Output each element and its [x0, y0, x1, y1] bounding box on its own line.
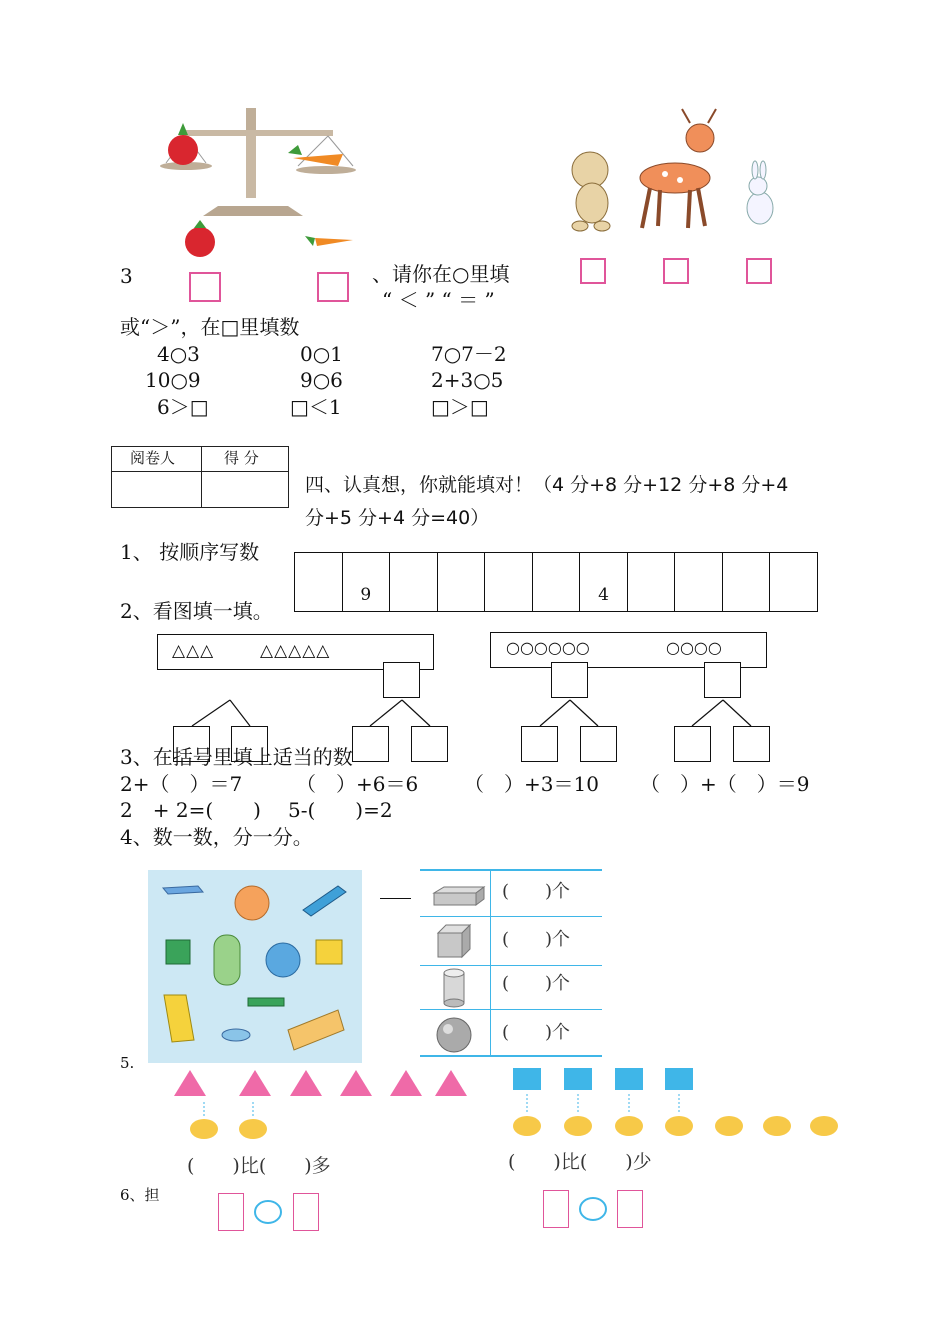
q3-label: 3、在括号里填上适当的数: [120, 745, 353, 769]
q3-equation: 2 + 2=( ): [120, 798, 261, 822]
comparison-item: 4○3: [157, 342, 200, 366]
cube-icon: [436, 923, 476, 963]
triangle-group-right: △△△△△: [260, 641, 331, 661]
comparison-item: 7○7－2: [431, 342, 507, 366]
compare-circle-icon[interactable]: [578, 1196, 608, 1222]
q3-equation: （ ）+3＝10: [464, 772, 599, 796]
q3-equation: （ ）+6＝6: [296, 772, 419, 796]
q1-label: 1、 按顺序写数: [120, 540, 260, 564]
squares-vs-circles-picture: [505, 1066, 845, 1146]
number-bond-box[interactable]: [674, 726, 711, 762]
compare-more-text: ( )比( )多: [187, 1155, 331, 1177]
section3-number: 3: [120, 264, 133, 288]
triangle-group-left: △△△: [172, 641, 215, 661]
comparison-item: □＜1: [290, 395, 342, 419]
number-bond-box[interactable]: [580, 726, 617, 762]
sphere-icon: [436, 1015, 476, 1055]
q6-label: 6、担: [120, 1186, 160, 1204]
number-bond-box[interactable]: [411, 726, 448, 762]
number-bond-box[interactable]: [704, 662, 741, 698]
q3-equation: 5-( )=2: [288, 798, 393, 822]
number-bond-box[interactable]: [383, 662, 420, 698]
q3-equation: 2+（ ）＝7: [120, 772, 243, 796]
circle-group-left: ○○○○○○: [506, 638, 590, 657]
section3-quotes: “ ＜ ” “ ＝ ”: [382, 288, 495, 312]
answer-box[interactable]: [543, 1190, 569, 1228]
q4-label: 4、数一数，分一分。: [120, 825, 313, 849]
section4-title-line1: 四、认真想，你就能填对！（4 分+8 分+12 分+8 分+4: [305, 474, 789, 496]
sequence-cell[interactable]: 4: [580, 553, 628, 611]
answer-box[interactable]: [617, 1190, 643, 1228]
section4-title-line2: 分+5 分+4 分=40）: [305, 507, 490, 529]
q2-label: 2、看图填一填。: [120, 599, 273, 623]
sequence-cell[interactable]: 9: [343, 553, 391, 611]
shape-count-text[interactable]: ( )个: [502, 929, 571, 950]
score-table-reviewer: 阅卷人: [130, 449, 176, 467]
section3-instruction-line1: 、请你在○里填: [372, 262, 510, 286]
comparison-item: 0○1: [300, 342, 343, 366]
shape-count-text[interactable]: ( )个: [502, 1022, 571, 1043]
shape-count-text[interactable]: ( )个: [502, 881, 571, 902]
comparison-item: 2+3○5: [431, 368, 504, 392]
number-bond-box[interactable]: [521, 726, 558, 762]
compare-circle-icon[interactable]: [253, 1199, 283, 1225]
comparison-item: 10○9: [145, 368, 201, 392]
cuboid-icon: [432, 883, 492, 913]
score-table-score: 得 分: [224, 449, 259, 467]
section3-instruction-line2: 或“＞”，在□里填数: [120, 315, 300, 339]
answer-box[interactable]: [218, 1193, 244, 1231]
connector-line: [380, 898, 411, 899]
compare-less-text: ( )比( )少: [508, 1151, 652, 1173]
comparison-item: □＞□: [431, 395, 489, 419]
solid-shapes-icon: [148, 870, 362, 1063]
shape-count-table: [420, 869, 602, 1057]
answer-box[interactable]: [293, 1193, 319, 1231]
circle-group-right: ○○○○: [666, 638, 722, 657]
number-bond-box[interactable]: [352, 726, 389, 762]
comparison-item: 6＞□: [157, 395, 209, 419]
q5-label: 5.: [120, 1054, 135, 1072]
number-bond-box[interactable]: [733, 726, 770, 762]
comparison-item: 9○6: [300, 368, 343, 392]
cylinder-icon: [442, 967, 472, 1011]
q3-equation: （ ）+（ ）＝9: [640, 772, 810, 796]
shape-count-text[interactable]: ( )个: [502, 973, 571, 994]
shapes-picture: [148, 870, 362, 1063]
number-bond-box[interactable]: [551, 662, 588, 698]
